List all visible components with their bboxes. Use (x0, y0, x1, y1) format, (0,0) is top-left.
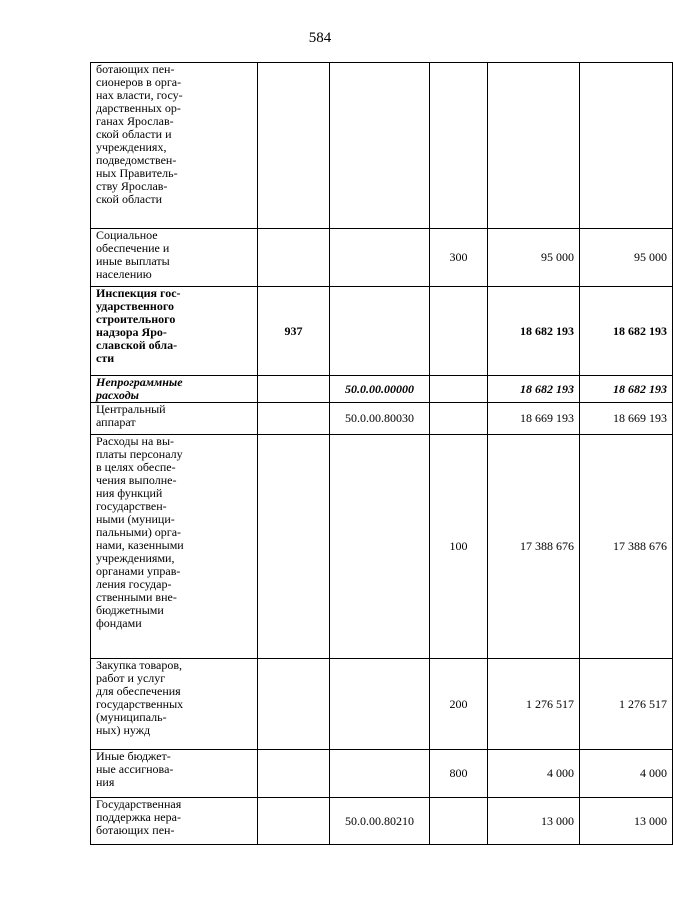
ministry-code-cell (258, 750, 330, 798)
expense-type-cell (430, 376, 488, 403)
table-row (91, 287, 673, 376)
amount-2-cell: 1 276 517 (580, 659, 673, 750)
amount-2-cell: 18 682 193 (580, 287, 673, 376)
amount-1-cell: 18 682 193 (488, 376, 580, 403)
ministry-code-cell: 937 (258, 287, 330, 376)
expense-type-cell: 800 (430, 750, 488, 798)
table-row (91, 403, 673, 435)
budget-table (90, 62, 673, 845)
name-cell: Инспекция гос- ударственного строительного надзора Яро- славской обла- сти (91, 287, 258, 376)
table-row (91, 435, 673, 659)
name-cell: Государственная поддержка нера- ботающих пен- (91, 798, 258, 845)
amount-1-cell: 4 000 (488, 750, 580, 798)
amount-2-cell: 4 000 (580, 750, 673, 798)
amount-1-cell: 13 000 (488, 798, 580, 845)
table-row (91, 798, 673, 845)
name-cell: Закупка товаров, работ и услуг для обеспечения государственных (муниципаль- ных) нужд (91, 659, 258, 750)
target-article-cell (330, 287, 430, 376)
amount-1-cell: 18 669 193 (488, 403, 580, 435)
amount-1-cell: 17 388 676 (488, 435, 580, 659)
expense-type-cell (430, 63, 488, 229)
name-cell: Социальное обеспечение и иные выплаты населению (91, 229, 258, 287)
table-row (91, 376, 673, 403)
amount-1-cell: 1 276 517 (488, 659, 580, 750)
expense-type-cell (430, 287, 488, 376)
expense-type-cell (430, 403, 488, 435)
page-number: 584 (308, 30, 332, 46)
table-row (91, 229, 673, 287)
name-cell: Центральный аппарат (91, 403, 258, 435)
table-row (91, 659, 673, 750)
ministry-code-cell (258, 376, 330, 403)
ministry-code-cell (258, 63, 330, 229)
name-cell: Расходы на вы- платы персоналу в целях обеспе- чения выполне- ния функций государствен- ными (муници- пальными) орга- нами, казенными учреждениями, органами управ- ления государ- ственными вне- бюджетными фондами (91, 435, 258, 659)
target-article-cell: 50.0.00.00000 (330, 376, 430, 403)
amount-2-cell: 18 682 193 (580, 376, 673, 403)
expense-type-cell: 300 (430, 229, 488, 287)
name-cell: ботающих пен- сионеров в орга- нах власти, госу- дарственных ор- ганах Ярослав- ской области и учреждениях, подведомствен- ных Правитель- ству Ярослав- ской области (91, 63, 258, 229)
target-article-cell (330, 229, 430, 287)
table-row (91, 63, 673, 229)
amount-2-cell: 18 669 193 (580, 403, 673, 435)
ministry-code-cell (258, 798, 330, 845)
amount-1-cell (488, 63, 580, 229)
name-cell: Иные бюджет- ные ассигнова- ния (91, 750, 258, 798)
expense-type-cell: 100 (430, 435, 488, 659)
target-article-cell (330, 750, 430, 798)
target-article-cell (330, 435, 430, 659)
name-cell: Непрограммные расходы (91, 376, 258, 403)
table-row (91, 750, 673, 798)
expense-type-cell (430, 798, 488, 845)
ministry-code-cell (258, 659, 330, 750)
ministry-code-cell (258, 435, 330, 659)
amount-2-cell: 95 000 (580, 229, 673, 287)
amount-1-cell: 18 682 193 (488, 287, 580, 376)
target-article-cell (330, 659, 430, 750)
amount-2-cell: 13 000 (580, 798, 673, 845)
ministry-code-cell (258, 403, 330, 435)
target-article-cell: 50.0.00.80030 (330, 403, 430, 435)
target-article-cell (330, 63, 430, 229)
target-article-cell: 50.0.00.80210 (330, 798, 430, 845)
amount-2-cell: 17 388 676 (580, 435, 673, 659)
expense-type-cell: 200 (430, 659, 488, 750)
amount-2-cell (580, 63, 673, 229)
ministry-code-cell (258, 229, 330, 287)
amount-1-cell: 95 000 (488, 229, 580, 287)
